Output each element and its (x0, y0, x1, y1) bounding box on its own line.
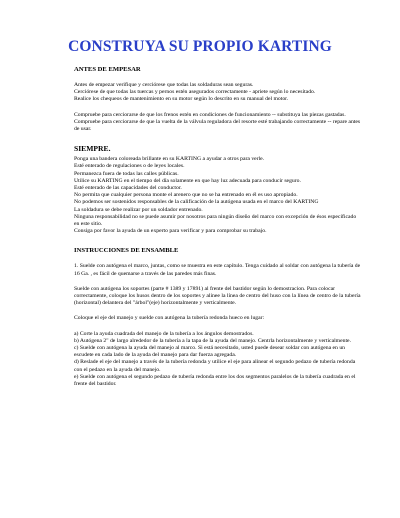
section-heading-instrucciones: INSTRUCCIONES DE ENSAMBLE (74, 247, 179, 255)
siempre-line: Permanezca fuera de todas las calles públicas. (74, 170, 179, 177)
antes-paragraph-frenos: Compruebe para cerciorarse de que los frenos estén en condiciones de funcionamiento -- substituya las piezas gastadas. Compruebe para cerciorarse de que la vuelta de la válvula reguladora del resorte esté trabajando correctamente -- repare antes de usar. (74, 111, 361, 133)
siempre-line: La soldadura se debe realizar por un soldador entrenado. (74, 206, 203, 213)
siempre-line: No podemos ser sostenidos responsables de la calificación de la autógena usada en el marco del KARTING (74, 199, 319, 206)
section-heading-siempre: SIEMPRE. (74, 144, 111, 154)
instrucciones-paragraph-3: Coloque el eje del manejo y suelde con autógena la tubería redonda hueco en lugar: (74, 315, 265, 322)
siempre-line: Utilice su KARTING en el tiempo del día solamente en que hay luz adecuada para conducir seguro. (74, 177, 301, 184)
siempre-line: No permita que cualquier persona monte el arenero que no se ha entrenado en él es uso apropiado. (74, 192, 298, 199)
instrucciones-item-c: c) Suelde con autógena la ayuda del manejo al marco. Si está necesitado, usted puede desear soldar con autógena en un escudete en cada lado de la ayuda del manejo para dar fuerza agregada. (74, 345, 346, 359)
document-title: CONSTRUYA SU PROPIO KARTING (68, 38, 332, 55)
siempre-line: Ponga una bandera coloreada brillante en su KARTING a ayudar a otros para verle. (74, 156, 265, 163)
instrucciones-item-d: d) Reslade el eje del manejo a través de la tubería redonda y utilice el eje para alinear el segundo pedazo de tubería redonda con el pedazo en la ayuda del manejo. (74, 359, 356, 373)
siempre-line: Esté enterado de regulaciones o de leyes locales. (74, 163, 185, 170)
antes-line-3: Realice los chequeos de mantenimiento en su motor según lo descrito en su manual del motor. (74, 96, 289, 103)
section-heading-antes: ANTES DE EMPESAR (74, 66, 141, 73)
antes-line-1: Antes de empezar verifique y cerciórese que todas las soldaduras sean seguras. (74, 82, 254, 88)
siempre-line: Ninguna responsabilidad no se puede asumir por nosotros para ningún diseño del marco con excepción de ésos especificado en este sitio. (74, 213, 357, 228)
siempre-line: Consiga por favor la ayuda de un experto para verificar y para comprobar su trabajo. (74, 228, 267, 235)
instrucciones-item-e: e) Suelde con autógena el segundo pedazo de tubería redonda entre los dos segmentos paralelos de la tubería cuadrada en el frente del bastidor. (74, 373, 356, 388)
instrucciones-paragraph-1: 1. Suelde con autógena el marco, juntas, como se muestra en este capítulo. Tenga cuidado al soldar con autógena la tubería de 16 Ga. , es fácil de quemarse a través de las paredes más finas. (74, 263, 361, 277)
instrucciones-item-b: b) Autógena 2" de largo alrededor de la tubería a la tapa de la ayuda del manejo. Centrla horizontalmente y verticalmente. (74, 337, 351, 344)
siempre-line: Esté enterado de las capacidades del conductor. (74, 185, 182, 192)
antes-line-2: Cerciórese de que todas las tuercas y pernos estén asegurados correctamente - apriete según lo necesitado. (74, 89, 316, 96)
instrucciones-item-a: a) Corte la ayuda cuadrada del manejo de la tubería a los ángulos demostrados. (74, 330, 254, 337)
instrucciones-paragraph-2: Suelde con autógena los soportes (parte # 1389 y 17891) al frente del bastidor según lo demostracion. Para colocar correctamente, coloque los husos dentro de los soportes y alinee la línea de centro del huso con la línea de centro de la tubería (horizontal) delantera del "árbol"(eje) horizontalmente y verticalmente. (74, 285, 361, 307)
